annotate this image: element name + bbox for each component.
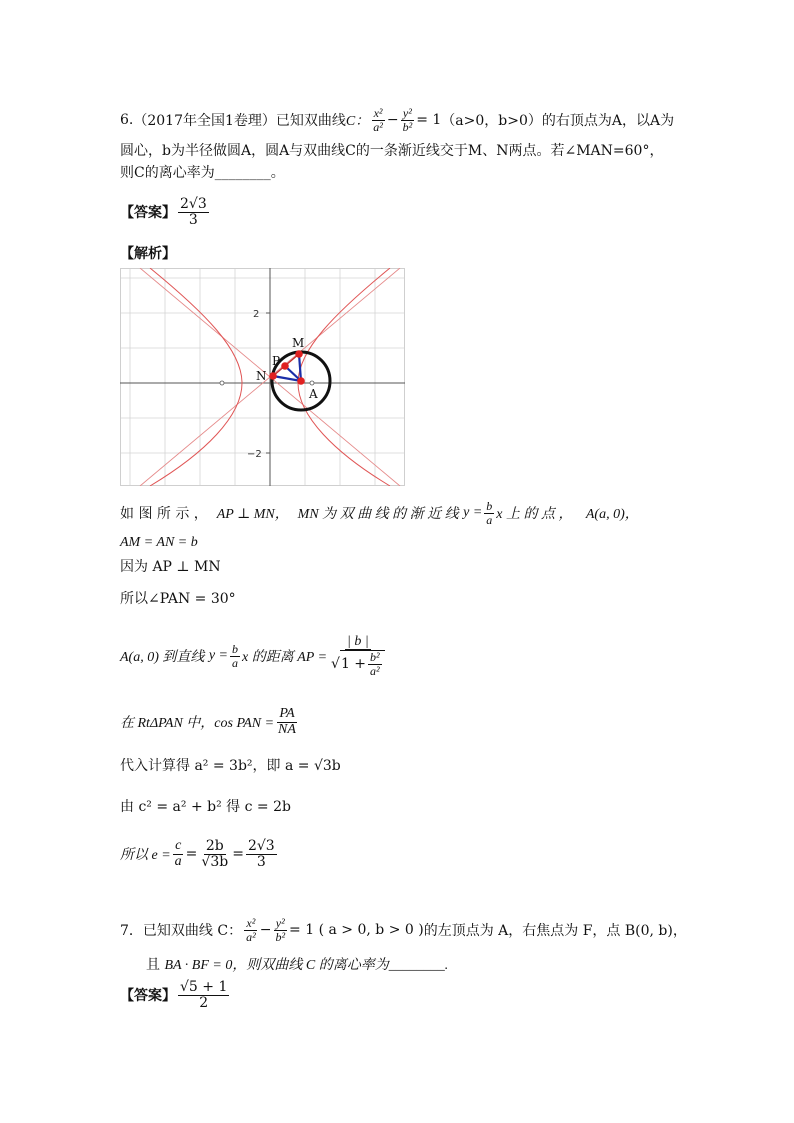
q6-frac-x: $\frac{\text{x²}}{\text{a²}}$ bbox=[373, 105, 383, 134]
q6-cond: （a>0，b>0） bbox=[441, 113, 542, 129]
sol-line4: 所以∠PAN = 30° bbox=[120, 591, 236, 607]
sol-line8: 由 c² = a² + b² 得 c = 2b bbox=[120, 799, 291, 815]
tick-label-2: 2 bbox=[253, 309, 260, 320]
q6-frac-y: $\frac{\text{y²}}{\text{b²}}$ bbox=[402, 105, 413, 134]
q7-line2: 且 BA · BF = 0，则双曲线 C 的离心率为________. bbox=[146, 957, 449, 973]
sol-line2: AM = AN = b bbox=[120, 535, 198, 550]
answer-fraction: $\frac{2√3}{3}$ bbox=[180, 195, 207, 228]
q6-line3: 则C的离心率为________。 bbox=[120, 165, 285, 181]
point-A bbox=[297, 377, 305, 385]
analysis-label: 【解析】 bbox=[120, 246, 176, 262]
distance-fraction: | b | √ 1 + $\frac{\text{b²}}{\text{a²}}$ bbox=[329, 635, 387, 678]
label-N: N bbox=[256, 369, 267, 383]
point-N bbox=[269, 372, 277, 380]
q7-number: 7． bbox=[120, 923, 143, 939]
point-P bbox=[281, 362, 289, 370]
label-M: M bbox=[292, 336, 305, 350]
tick-label-minus2: −2 bbox=[247, 449, 262, 460]
label-P: P bbox=[272, 354, 281, 368]
q6-number: 6. bbox=[120, 112, 134, 128]
label-A: A bbox=[309, 387, 318, 401]
q7-line1: 7． 已知双曲线 C： $\frac{\text{x²}}{\text{a²}}$ − $\frac{\text{y²}}{\text{b²}}$ = 1 ( a > 0, b > 0 ) 的左顶点为 A，右焦点为 F，点 B(0, b)， bbox=[120, 915, 687, 944]
q6-stem-b: 的右顶点为A，以A为 bbox=[541, 113, 675, 129]
q6-line2: 圆心，b为半径做圆A，圆A与双曲线C的一条渐近线交于M、N两点。若∠MAN=60°， bbox=[120, 143, 664, 159]
q6-eq-rhs: = 1 bbox=[416, 112, 442, 128]
q7-answer: 【答案】 $\frac{√5 + 1}{2}$ bbox=[120, 978, 228, 1011]
sol-line1: 如 图 所 示 ， AP ⊥ MN， MN 为 双 曲 线 的 渐 近 线 y = $\frac{b}{a}$ x 上 的 点 ， A(a, 0)， bbox=[120, 498, 639, 527]
sol-line6: 在 RtΔPAN 中，cos PAN = $\frac{PA}{NA}$ bbox=[120, 705, 296, 737]
sol-line9: 所以 e = $\frac{c}{a}$ = $\frac{2b}{√3b}$ = $\frac{2√3}{3}$ bbox=[120, 837, 275, 870]
sol-line5: A(a, 0) 到直线 y = $\frac{b}{a}$ x 的距离 AP = | b | √ 1 + $\frac{\text{b²}}{\text{a²}}$ bbox=[120, 624, 389, 688]
answer-label: 【答案】 bbox=[120, 205, 176, 221]
q6-line1: 6. （2017年全国1卷理） 已知双曲线 C： $\frac{\text{x²}}{\text{a²}}$ − $\frac{\text{y²}}{\text{b²}}$ = 1 （a>0，b>0） 的右顶点为A，以A为 bbox=[120, 105, 675, 134]
q6-source: （2017年全国1卷理） bbox=[133, 113, 276, 129]
sol-line3: 因为 AP ⊥ MN bbox=[120, 559, 221, 575]
q6-answer bbox=[120, 192, 211, 232]
q6-stem-a: 已知双曲线 bbox=[275, 113, 346, 129]
sol-line7: 代入计算得 a² = 3b²，即 a = √3b bbox=[120, 758, 341, 774]
point-M bbox=[295, 350, 303, 358]
hyperbola-figure bbox=[120, 268, 405, 486]
q6-curve: C： bbox=[345, 114, 370, 129]
